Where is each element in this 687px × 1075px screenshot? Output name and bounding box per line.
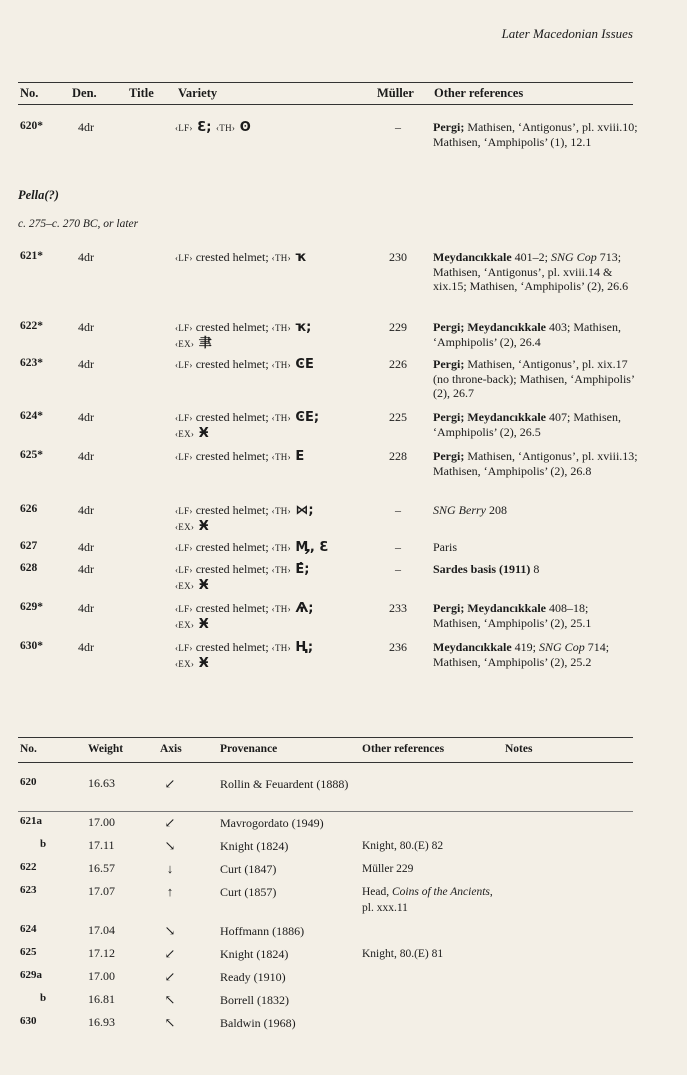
ex-label: ‹EX› bbox=[175, 522, 195, 532]
row-620-muller: – bbox=[395, 120, 401, 134]
specimen-provenance: Hoffmann (1886) bbox=[220, 924, 305, 938]
lf-label: ‹LF› bbox=[175, 604, 193, 614]
row-muller: 229 bbox=[389, 320, 407, 334]
t2-header-other-refs: Other references bbox=[362, 743, 445, 755]
specimen-provenance: Mavrogordato (1949) bbox=[220, 816, 324, 830]
specimen-weight: 16.93 bbox=[88, 1015, 115, 1029]
row-refs: Meydancıkkale 401–2; SNG Cop 713; Mathisen, ‘Antigonus’, pl. xviii.14 & xix.15; Mathisen, ‘Amphipolis’ (2), 26.6 bbox=[433, 250, 629, 293]
axis-arrow-icon: ↙ bbox=[164, 776, 176, 791]
table2-top-rule bbox=[18, 737, 633, 738]
ex-label: ‹EX› bbox=[175, 429, 195, 439]
specimen-no: b bbox=[40, 838, 47, 850]
section-heading: Pella(?) bbox=[18, 188, 59, 202]
row-620-no: 620* bbox=[20, 120, 43, 132]
monogram: ⋈; bbox=[290, 503, 314, 518]
row-refs: Paris bbox=[433, 540, 457, 554]
variety-text: crested helmet; bbox=[192, 320, 272, 334]
header-rule bbox=[18, 104, 633, 105]
header-title: Title bbox=[129, 86, 154, 100]
row-no: 621* bbox=[20, 250, 43, 262]
row-den: 4dr bbox=[78, 503, 94, 517]
specimen-no: 624 bbox=[20, 923, 37, 935]
lf-label: ‹LF› bbox=[175, 123, 193, 133]
th-label: ‹TH› bbox=[271, 604, 291, 614]
row-620-variety bbox=[175, 120, 370, 136]
row-variety bbox=[175, 320, 370, 352]
th-label: ‹TH› bbox=[271, 643, 291, 653]
monogram: Ε bbox=[290, 449, 305, 464]
row-den: 4dr bbox=[78, 562, 94, 576]
lf-label: ‹LF› bbox=[175, 543, 193, 553]
axis-arrow-icon: ↑ bbox=[166, 884, 174, 899]
axis-arrow-icon: ↘ bbox=[164, 838, 176, 853]
row-no: 627 bbox=[20, 540, 38, 552]
variety-text: crested helmet; bbox=[192, 540, 272, 554]
row-muller: 228 bbox=[389, 449, 407, 463]
header-den: Den. bbox=[72, 86, 97, 100]
row-variety bbox=[175, 562, 370, 594]
monogram: Ӿ bbox=[194, 656, 209, 671]
variety-text: crested helmet; bbox=[192, 357, 272, 371]
lf-label: ‹LF› bbox=[175, 413, 193, 423]
row-variety bbox=[175, 640, 370, 672]
t2-header-rule bbox=[18, 762, 633, 763]
row-variety bbox=[175, 449, 370, 465]
t2-header-weight: Weight bbox=[88, 743, 124, 755]
monogram: Ӿ bbox=[194, 578, 209, 593]
lf-label: ‹LF› bbox=[175, 452, 193, 462]
specimen-no: 630 bbox=[20, 1015, 37, 1027]
axis-arrow-icon: ↖ bbox=[164, 1015, 176, 1030]
row-refs: Pergi; Mathisen, ‘Antigonus’, pl. xviii.13; Mathisen, ‘Amphipolis’ (2), 26.8 bbox=[433, 449, 638, 478]
monogram: Ⱨ; bbox=[290, 640, 314, 655]
top-rule bbox=[18, 82, 633, 83]
dateline: c. 275–c. 270 BC, or later bbox=[18, 218, 139, 230]
specimen-no: 623 bbox=[20, 884, 37, 896]
t2-header-provenance: Provenance bbox=[220, 743, 278, 755]
th-label: ‹TH› bbox=[271, 413, 291, 423]
ex-label: ‹EX› bbox=[175, 339, 195, 349]
variety-text: crested helmet; bbox=[192, 601, 272, 615]
row-variety bbox=[175, 503, 370, 535]
row-refs: Pergi; Mathisen, ‘Antigonus’, pl. xix.17 (no throne-back); Mathisen, ‘Amphipolis’ (2), 26.7 bbox=[433, 357, 635, 400]
row-no: 622* bbox=[20, 320, 43, 332]
row-refs: SNG Berry 208 bbox=[433, 503, 507, 517]
specimen-no: 622 bbox=[20, 861, 37, 873]
monogram: Ε̂; bbox=[290, 562, 310, 577]
specimen-provenance: Baldwin (1968) bbox=[220, 1016, 296, 1030]
variety-text: crested helmet; bbox=[192, 640, 272, 654]
row-no: 623* bbox=[20, 357, 43, 369]
th-label: ‹TH› bbox=[271, 360, 291, 370]
row-muller: 236 bbox=[389, 640, 407, 654]
specimen-refs: Knight, 80.(E) 81 bbox=[362, 948, 444, 960]
specimen-weight: 17.00 bbox=[88, 969, 115, 983]
ex-label: ‹EX› bbox=[175, 659, 195, 669]
row-den: 4dr bbox=[78, 250, 94, 264]
monogram: Ɛ; bbox=[192, 120, 216, 135]
monogram: Ӿ bbox=[194, 617, 209, 632]
lf-label: ‹LF› bbox=[175, 565, 193, 575]
lf-label: ‹LF› bbox=[175, 643, 193, 653]
monogram: Ӿ bbox=[194, 519, 209, 534]
axis-arrow-icon: ↙ bbox=[164, 969, 176, 984]
running-head: Later Macedonian Issues bbox=[501, 26, 633, 41]
row-no: 625* bbox=[20, 449, 43, 461]
row-no: 630* bbox=[20, 640, 43, 652]
variety-text: crested helmet; bbox=[192, 449, 272, 463]
specimen-refs: Knight, 80.(E) 82 bbox=[362, 840, 444, 852]
variety-text: crested helmet; bbox=[192, 250, 272, 264]
t2-header-no: No. bbox=[20, 743, 37, 755]
row-muller: – bbox=[395, 562, 401, 576]
row-refs: Pergi; Meydancıkkale 403; Mathisen, ‘Amphipolis’ (2), 26.4 bbox=[433, 320, 621, 349]
specimen-weight: 17.07 bbox=[88, 884, 115, 898]
specimen-provenance: Knight (1824) bbox=[220, 839, 289, 853]
header-no: No. bbox=[20, 86, 39, 100]
specimen-no: 620 bbox=[20, 776, 37, 788]
monogram: ϾΕ; bbox=[290, 410, 320, 425]
th-label: ‹TH› bbox=[271, 452, 291, 462]
row-variety bbox=[175, 601, 370, 633]
variety-text: crested helmet; bbox=[192, 410, 272, 424]
row-den: 4dr bbox=[78, 540, 94, 554]
th-label: ‹TH› bbox=[271, 253, 291, 263]
specimen-refs: Head, Coins of the Ancients, pl. xxx.11 bbox=[362, 886, 493, 914]
row-muller: 225 bbox=[389, 410, 407, 424]
row-no: 626 bbox=[20, 503, 38, 515]
row-muller: – bbox=[395, 503, 401, 517]
row-refs: Sardes basis (1911) 8 bbox=[433, 562, 540, 576]
row-no: 628 bbox=[20, 562, 38, 574]
specimen-no: 625 bbox=[20, 946, 37, 958]
specimen-divider bbox=[18, 811, 633, 812]
row-den: 4dr bbox=[78, 601, 94, 615]
th-label: ‹TH› bbox=[216, 123, 236, 133]
t2-header-notes: Notes bbox=[505, 743, 533, 755]
axis-arrow-icon: ↙ bbox=[164, 815, 176, 830]
monogram: ҡ bbox=[290, 250, 307, 265]
monogram: ʘ bbox=[235, 120, 251, 135]
row-no: 624* bbox=[20, 410, 43, 422]
row-refs: Pergi; Meydancıkkale 408–18; Mathisen, ‘Amphipolis’ (2), 25.1 bbox=[433, 601, 592, 630]
specimen-provenance: Knight (1824) bbox=[220, 947, 289, 961]
header-other-refs: Other references bbox=[434, 86, 524, 100]
row-variety bbox=[175, 540, 370, 556]
specimen-weight: 16.57 bbox=[88, 861, 115, 875]
row-den: 4dr bbox=[78, 449, 94, 463]
monogram: ϾΕ bbox=[290, 357, 314, 372]
specimen-provenance: Curt (1857) bbox=[220, 885, 277, 899]
variety-text: crested helmet; bbox=[192, 562, 272, 576]
monogram: Ӎ, Ɛ bbox=[290, 540, 329, 555]
specimen-provenance: Curt (1847) bbox=[220, 862, 277, 876]
row-variety bbox=[175, 410, 370, 442]
monogram: Ӿ bbox=[194, 426, 209, 441]
row-variety bbox=[175, 357, 370, 373]
lf-label: ‹LF› bbox=[175, 506, 193, 516]
axis-arrow-icon: ↘ bbox=[164, 923, 176, 938]
row-variety bbox=[175, 250, 370, 266]
row-620-den: 4dr bbox=[78, 120, 94, 134]
lf-label: ‹LF› bbox=[175, 323, 193, 333]
axis-arrow-icon: ↖ bbox=[164, 992, 176, 1007]
row-muller: 233 bbox=[389, 601, 407, 615]
specimen-weight: 17.11 bbox=[88, 838, 115, 852]
axis-arrow-icon: ↙ bbox=[164, 946, 176, 961]
monogram: ⾀ bbox=[194, 336, 212, 351]
axis-arrow-icon: ↓ bbox=[166, 861, 174, 876]
variety-text: crested helmet; bbox=[192, 503, 272, 517]
row-refs: Pergi; Meydancıkkale 407; Mathisen, ‘Amphipolis’ (2), 26.5 bbox=[433, 410, 621, 439]
lf-label: ‹LF› bbox=[175, 360, 193, 370]
specimen-no: 621a bbox=[20, 815, 42, 827]
row-refs: Meydancıkkale 419; SNG Cop 714; Mathisen, ‘Amphipolis’ (2), 25.2 bbox=[433, 640, 610, 669]
specimen-no: b bbox=[40, 992, 47, 1004]
row-muller: 226 bbox=[389, 357, 407, 371]
row-den: 4dr bbox=[78, 410, 94, 424]
header-muller: Müller bbox=[377, 86, 414, 100]
th-label: ‹TH› bbox=[271, 323, 291, 333]
th-label: ‹TH› bbox=[271, 543, 291, 553]
row-den: 4dr bbox=[78, 320, 94, 334]
monogram: ҡ; bbox=[290, 320, 312, 335]
monogram: Ѧ; bbox=[290, 601, 314, 616]
specimen-weight: 16.81 bbox=[88, 992, 115, 1006]
row-den: 4dr bbox=[78, 357, 94, 371]
th-label: ‹TH› bbox=[271, 506, 291, 516]
specimen-weight: 17.00 bbox=[88, 815, 115, 829]
th-label: ‹TH› bbox=[271, 565, 291, 575]
specimen-no: 629a bbox=[20, 969, 42, 981]
header-variety: Variety bbox=[178, 86, 218, 100]
specimen-refs: Müller 229 bbox=[362, 863, 414, 875]
specimen-weight: 17.04 bbox=[88, 923, 115, 937]
row-620-refs: Pergi; Mathisen, ‘Antigonus’, pl. xviii.10; Mathisen, ‘Amphipolis’ (1), 12.1 bbox=[433, 120, 638, 149]
row-muller: 230 bbox=[389, 250, 407, 264]
specimen-weight: 17.12 bbox=[88, 946, 115, 960]
specimen-provenance: Borrell (1832) bbox=[220, 993, 289, 1007]
ex-label: ‹EX› bbox=[175, 620, 195, 630]
ex-label: ‹EX› bbox=[175, 581, 195, 591]
specimen-provenance: Rollin & Feuardent (1888) bbox=[220, 777, 349, 791]
t2-header-axis: Axis bbox=[160, 743, 182, 755]
specimen-weight: 16.63 bbox=[88, 776, 115, 790]
row-muller: – bbox=[395, 540, 401, 554]
lf-label: ‹LF› bbox=[175, 253, 193, 263]
specimen-provenance: Ready (1910) bbox=[220, 970, 286, 984]
row-den: 4dr bbox=[78, 640, 94, 654]
row-no: 629* bbox=[20, 601, 43, 613]
